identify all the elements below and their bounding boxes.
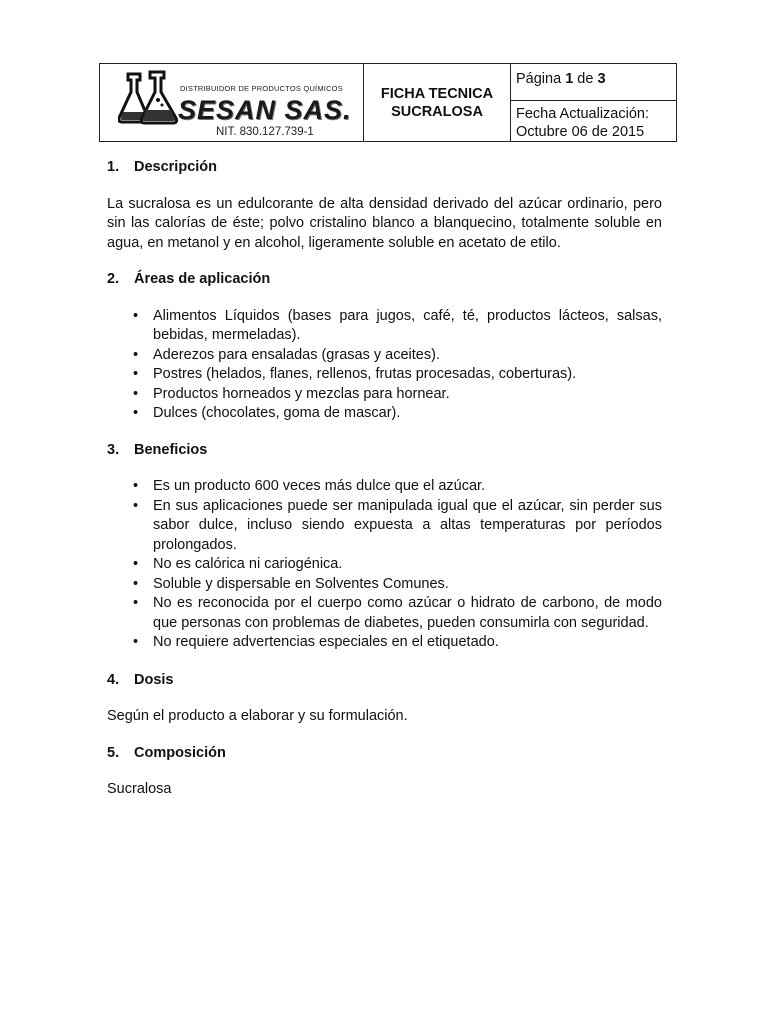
company-logo [100,64,364,141]
section-heading [107,671,662,691]
list-item: • Postres (helados, flanes, rellenos, frutas procesadas, coberturas). [133,365,662,385]
logo-tagline: DISTRIBUIDOR DE PRODUCTOS QUÍMICOS [180,84,343,93]
title-line-1: FICHA TECNICA [380,85,494,102]
update-info [511,101,676,141]
section-paragraph: Sucralosa [107,781,172,797]
bullet-list [107,477,662,653]
page-total: 3 [597,71,606,87]
list-item: • Dulces (chocolates, goma de mascar). [133,404,662,424]
bullet-list [107,307,662,424]
section-title: Descripción [134,159,217,175]
section-heading [107,441,662,461]
title-line-2: SUCRALOSA [391,103,483,120]
section-title: Áreas de aplicación [134,271,271,287]
list-item: • No requiere advertencias especiales en el etiquetado. [133,633,662,653]
section-number: 4. [107,671,120,688]
section-title: Composición [134,744,226,761]
section-heading [107,158,662,178]
page-current: 1 [565,71,574,87]
list-item: • No es calórica ni cariogénica. [133,555,662,575]
section-title: Dosis [134,671,174,688]
list-item: • Alimentos Líquidos (bases para jugos, café, té, productos lácteos, salsas, bebidas, mermeladas). [133,307,662,346]
section-paragraph: Según el producto a elaborar y su formulación. [107,708,408,724]
list-item: • Soluble y dispersable en Solventes Comunes. [133,575,662,595]
flask-logo-icon [118,70,180,126]
list-item: • Aderezos para ensaladas (grasas y aceites). [133,346,662,366]
page-number [511,64,676,101]
document-body [107,158,662,800]
list-item: • Es un producto 600 veces más dulce que el azúcar. [133,477,662,497]
page-of: de [577,71,594,87]
section-number: 2. [107,271,120,287]
document-info [511,64,676,141]
list-item: • En sus aplicaciones puede ser manipulada igual que el azúcar, sin perder sus sabor dulce, incluso siendo expuesta a altas temperaturas por períodos prolongados. [133,497,662,556]
update-label: Fecha Actualización: [516,106,649,122]
section-heading [107,270,662,290]
document-title [364,64,511,141]
section-heading [107,744,662,764]
header-table [99,63,677,142]
logo-nit: NIT. 830.127.739-1 [216,126,314,138]
page-word: Página [516,71,562,87]
section-number: 1. [107,159,120,175]
list-item: • Productos horneados y mezclas para hornear. [133,385,662,405]
update-date: Octubre 06 de 2015 [516,124,645,140]
section-number: 3. [107,441,120,458]
section-number: 5. [107,744,120,761]
section-paragraph: La sucralosa es un edulcorante de alta densidad derivado del azúcar ordinario, pero sin las calorías de éste; polvo cristalino blanco a blanquecino, totalmente soluble en agua, en metanol y en alcohol, ligeramente soluble en acetato de etilo. [107,195,662,251]
logo-company-name: SESAN SAS. [178,95,352,125]
section-title: Beneficios [134,441,208,458]
list-item: • No es reconocida por el cuerpo como azúcar o hidrato de carbono, de modo que personas con problemas de diabetes, pueden consumirla con seguridad. [133,594,662,633]
